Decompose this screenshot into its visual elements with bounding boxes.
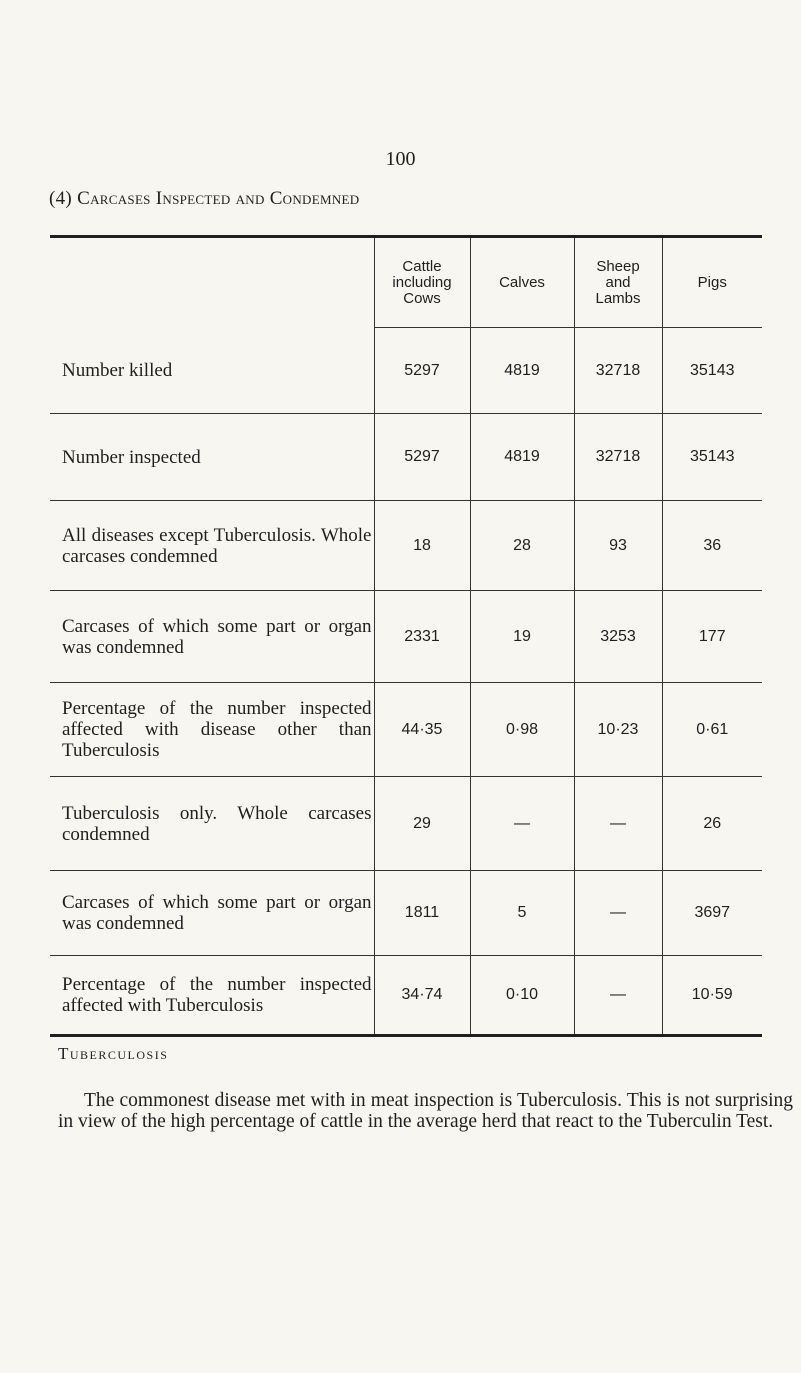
cell-calves: 5 (470, 871, 574, 956)
cell-pigs: 3697 (662, 871, 762, 956)
tuberculosis-heading: Tuberculosis (58, 1044, 169, 1063)
cell-sheep: 3253 (574, 591, 662, 683)
column-header-calves (470, 237, 574, 328)
column-header-cattle (374, 237, 470, 328)
table-row (50, 683, 762, 777)
cell-calves: 28 (470, 501, 574, 591)
table-row (50, 591, 762, 683)
table-row (50, 956, 762, 1036)
table-row (50, 414, 762, 501)
cell-pigs: 0·61 (662, 683, 762, 777)
cell-sheep: — (574, 956, 662, 1036)
cell-pigs: 26 (662, 777, 762, 871)
cell-sheep: 32718 (574, 328, 662, 414)
column-header-sheep (574, 237, 662, 328)
table-row (50, 501, 762, 591)
cell-sheep: 93 (574, 501, 662, 591)
cell-cattle: 1811 (374, 871, 470, 956)
cell-cattle: 18 (374, 501, 470, 591)
cell-pigs: 35143 (662, 414, 762, 501)
row-label: Percentage of the number inspected affected with disease other than Tuberculosis (50, 683, 374, 777)
cell-calves: 0·98 (470, 683, 574, 777)
tuberculosis-paragraph: The commonest disease met with in meat inspection is Tuberculosis. This is not surprising in view of the high percentage of cattle in the average herd that react to the Tuberculin Test. (58, 1089, 793, 1132)
cell-calves: — (470, 777, 574, 871)
section-title: Carcases Inspected and Condemned (77, 188, 360, 209)
cell-cattle: 34·74 (374, 956, 470, 1036)
column-header-line: Sheep (596, 257, 640, 275)
cell-pigs: 35143 (662, 328, 762, 414)
stub-header (50, 237, 374, 328)
cell-pigs: 10·59 (662, 956, 762, 1036)
column-header-line: Pigs (697, 273, 727, 291)
table-row (50, 328, 762, 414)
cell-calves: 19 (470, 591, 574, 683)
column-header-line: including (392, 273, 452, 291)
cell-calves: 0·10 (470, 956, 574, 1036)
row-label: Carcases of which some part or organ was condemned (50, 871, 374, 956)
carcases-table (50, 235, 762, 1037)
cell-sheep: — (574, 777, 662, 871)
cell-pigs: 36 (662, 501, 762, 591)
column-header-line: Lambs (595, 289, 641, 307)
cell-sheep: 32718 (574, 414, 662, 501)
column-header-line: Calves (499, 273, 545, 291)
cell-cattle: 29 (374, 777, 470, 871)
row-label: Percentage of the number inspected affected with Tuberculosis (50, 956, 374, 1036)
section-index: (4) (49, 188, 73, 209)
row-label: Tuberculosis only. Whole carcases condemned (50, 777, 374, 871)
cell-pigs: 177 (662, 591, 762, 683)
cell-cattle: 5297 (374, 414, 470, 501)
table-header-row (50, 237, 762, 328)
cell-cattle: 44·35 (374, 683, 470, 777)
cell-cattle: 5297 (374, 328, 470, 414)
row-label: Carcases of which some part or organ was condemned (50, 591, 374, 683)
cell-calves: 4819 (470, 414, 574, 501)
cell-cattle: 2331 (374, 591, 470, 683)
column-header-pigs (662, 237, 762, 328)
page-number: 100 (385, 148, 416, 170)
section-heading (49, 188, 359, 210)
column-header-line: Cattle (402, 257, 442, 275)
row-label: Number killed (62, 359, 173, 381)
cell-sheep: 10·23 (574, 683, 662, 777)
table-row (50, 777, 762, 871)
column-header-line: and (605, 273, 631, 291)
row-label: Number inspected (50, 414, 374, 501)
cell-calves: 4819 (470, 328, 574, 414)
row-label: All diseases except Tuberculosis. Whole carcases condemned (50, 501, 374, 591)
column-header-line: Cows (403, 289, 441, 307)
cell-sheep: — (574, 871, 662, 956)
table-row (50, 871, 762, 956)
